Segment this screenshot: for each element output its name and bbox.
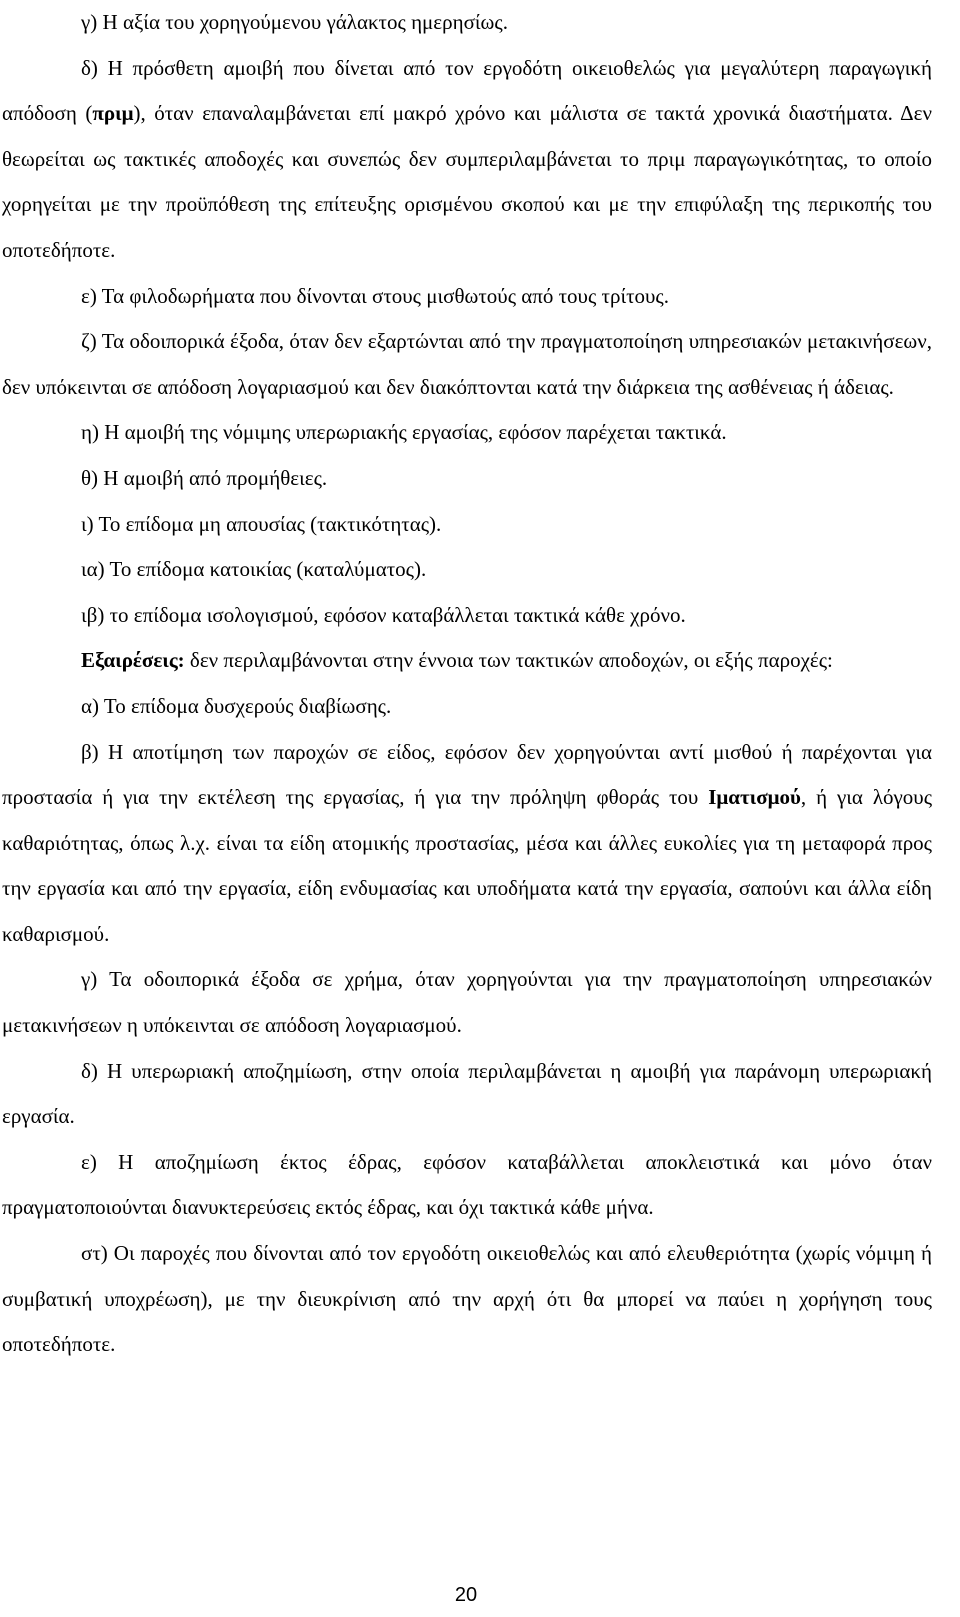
- body-text: [2, 0, 932, 1368]
- paragraph-milk-value: [2, 0, 932, 46]
- paragraph-text: γ) Η αξία του χορηγούμενου γάλακτος ημερησίως.: [81, 10, 508, 34]
- paragraph-text: β) Η αποτίμηση των παροχών σε είδος, εφόσον δεν χορηγούνται αντί μισθού ή παρέχονται για προστασία ή για την εκτέλεση της εργασίας, ή για την πρόληψη φθοράς του: [2, 739, 932, 810]
- paragraph-overtime-pay: [2, 410, 932, 456]
- paragraph-text: ζ) Τα οδοιπορικά έξοδα, όταν δεν εξαρτώνται από την πραγματοποίηση υπηρεσιακών μετακινήσεων, δεν υπόκεινται σε απόδοση λογαριασμού και δεν διακόπτονται κατά την διάρκεια της ασθένειας ή άδειας.: [2, 329, 932, 399]
- paragraph-text: δεν περιλαμβάνονται στην έννοια των τακτικών αποδοχών, οι εξής παροχές:: [184, 648, 833, 673]
- paragraph-bonus: [2, 46, 932, 274]
- paragraph-overtime-compensation: [2, 1049, 932, 1140]
- paragraph-balance-sheet-allowance: [2, 593, 932, 639]
- paragraph-text: γ) Τα οδοιπορικά έξοδα σε χρήμα, όταν χορηγούνται για την πραγματοποίηση υπηρεσιακών μετακινήσεων η υπόκεινται σε απόδοση λογαριασμού.: [2, 967, 932, 1038]
- paragraph-text: δ) Η υπερωριακή αποζημίωση, στην οποία περιλαμβάνεται η αμοιβή για παράνομη υπερωριακή εργασία.: [2, 1058, 932, 1129]
- paragraph-text: θ) Η αμοιβή από προμήθειες.: [81, 465, 328, 490]
- page-number: 20: [454, 1584, 478, 1606]
- paragraph-commissions: [2, 456, 932, 502]
- bold-term-prim: πριμ: [92, 101, 134, 126]
- paragraph-text: ε) Η αποζημίωση έκτος έδρας, εφόσον καταβάλλεται αποκλειστικά και μόνο όταν πραγματοποιούνται διανυκτερεύσεις εκτός έδρας, και όχι τακτικά κάθε μήνα.: [2, 1149, 932, 1220]
- paragraph-tips: [2, 274, 932, 320]
- paragraph-exceptions-heading: [2, 638, 932, 684]
- paragraph-travel-expenses: [2, 319, 932, 410]
- paragraph-hardship-allowance: [2, 684, 932, 730]
- paragraph-text: ια) Το επίδομα κατοικίας (καταλύματος).: [81, 557, 427, 582]
- paragraph-text: ι) Το επίδομα μη απουσίας (τακτικότητας).: [81, 511, 442, 536]
- paragraph-text: η) Η αμοιβή της νόμιμης υπερωριακής εργασίας, εφόσον παρέχεται τακτικά.: [81, 420, 727, 445]
- paragraph-attendance-allowance: [2, 502, 932, 548]
- paragraph-text: , ή για λόγους καθαριότητας, όπως λ.χ. είναι τα είδη ατομικής προστασίας, μέσα και άλλες ευκολίες για τη μεταφορά προς την εργασία και από την εργασία, είδη ενδυμασίας και υποδήματα κατά την εργασία, σαπούνι και άλλα είδη καθαρισμού.: [2, 785, 933, 946]
- paragraph-text: ε) Τα φιλοδωρήματα που δίνονται στους μισθωτούς από τους τρίτους.: [81, 283, 669, 308]
- paragraph-text: στ) Οι παροχές που δίνονται από τον εργοδότη οικειοθελώς και από ελευθεριότητα (χωρίς νόμιμη ή συμβατική υποχρέωση), με την διευκρίνιση από την αρχή ότι θα μπορεί να παύει η χορήγηση τους οποτεδήποτε.: [2, 1241, 932, 1357]
- bold-term-clothing: Ιματισμού: [708, 785, 801, 810]
- paragraph-housing-allowance: [2, 547, 932, 593]
- paragraph-text: ιβ) το επίδομα ισολογισμού, εφόσον καταβάλλεται τακτικά κάθε χρόνο.: [81, 602, 686, 627]
- paragraph-text: α) Το επίδομα δυσχερούς διαβίωσης.: [81, 693, 392, 718]
- paragraph-travel-cash: [2, 957, 932, 1048]
- paragraph-text: δ) Η πρόσθετη αμοιβή που δίνεται από τον εργοδότη οικειοθελώς για μεγαλύτερη παραγωγική απόδοση (: [2, 55, 932, 126]
- paragraph-away-compensation: [2, 1140, 932, 1231]
- paragraph-benefits-in-kind: [2, 730, 932, 958]
- paragraph-text: ), όταν επαναλαμβάνεται επί μακρό χρόνο και μάλιστα σε τακτά χρονικά διαστήματα. Δεν θεωρείται ως τακτικές αποδοχές και συνεπώς δεν συμπεριλαμβάνεται το πριμ παραγωγικότητας, το οποίο χορηγείται με την προϋπόθεση της επίτευξης ορισμένου σκοπού και με την επιφύλαξη της περικοπής του οποτεδήποτε.: [2, 101, 932, 262]
- paragraph-voluntary-benefits: [2, 1231, 932, 1368]
- bold-term-exceptions: Εξαιρέσεις:: [81, 648, 185, 673]
